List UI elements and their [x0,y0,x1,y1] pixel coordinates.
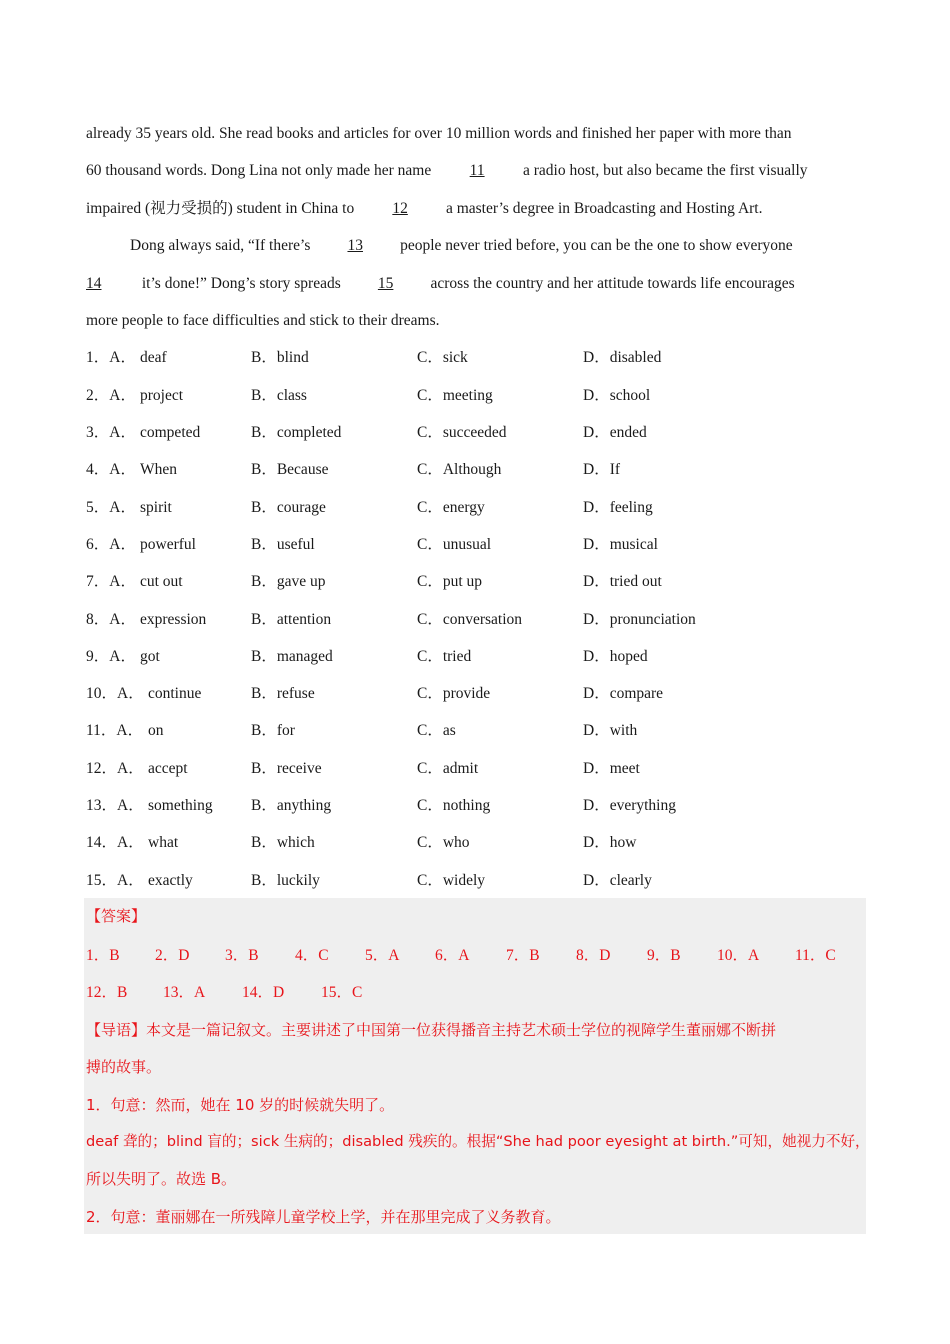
explanation-1-text [86,1132,876,1152]
option-a: cut out [140,573,183,590]
option-b: B．class [251,387,307,404]
blank-14: 14 [86,275,102,292]
option-d: D．musical [583,536,658,553]
option-d: D．meet [583,760,640,777]
question-row [86,833,866,853]
option-a: something [148,797,213,814]
option-a: project [140,387,184,404]
passage-line [86,236,920,256]
question-row [86,423,866,443]
answer-key-item: 5．A [365,947,400,964]
option-c: C．admit [417,760,479,777]
question-number: 6．A． [86,536,136,553]
option-c: C．energy [417,499,485,516]
passage-text: Dong always said, “If there’s [130,237,311,254]
question-row [86,498,866,518]
option-c: C．meeting [417,387,493,404]
question-number: 5．A． [86,499,136,516]
option-b: B．luckily [251,872,320,889]
question-number: 10．A． [86,685,144,702]
answer-key-item: 8．D [576,947,611,964]
answer-key-item: 6．A [435,947,470,964]
passage-text: a radio host, but also became the first visually [523,162,808,179]
guide-text [86,1020,876,1040]
option-a: got [140,648,160,665]
blank-11: 11 [469,162,485,179]
question-number: 9．A． [86,648,136,665]
option-c: C．tried [417,648,472,665]
blank-12: 12 [392,200,408,217]
question-row [86,796,866,816]
question-row [86,684,866,704]
explanation-1-text [86,1169,876,1189]
option-d: D．If [583,461,621,478]
blank-13: 13 [347,237,363,254]
answer-key-item: 13．A [163,984,206,1001]
option-c: C．put up [417,573,483,590]
explanation-title: 1．句意：然而，她在 10 岁的时候就失明了。 [86,1096,395,1114]
option-b: B．receive [251,760,322,777]
passage-text: 60 thousand words. Dong Lina not only made her name [86,162,432,179]
question-number: 3．A． [86,424,136,441]
option-c: C．Although [417,461,502,478]
option-a: on [148,722,164,739]
question-row [86,721,866,741]
option-d: D．ended [583,424,647,441]
option-d: D．feeling [583,499,653,516]
answer-key-row [86,983,876,1003]
option-a: exactly [148,872,193,889]
question-number: 1．A． [86,349,136,366]
passage-line [86,311,876,331]
answer-key-item: 12．B [86,984,128,1001]
answer-key-item: 11．C [795,947,836,964]
answer-key-item: 4．C [295,947,329,964]
option-a: When [140,461,178,478]
option-d: D．tried out [583,573,662,590]
option-c: C．unusual [417,536,492,553]
question-number: 7．A． [86,573,136,590]
blank-15: 15 [377,275,394,292]
option-d: D．how [583,834,637,851]
question-row [86,871,866,891]
option-b: B．courage [251,499,326,516]
answer-key-item: 9．B [647,947,681,964]
explanation-line: deaf 聋的；blind 盲的；sick 生病的；disabled 残疾的。根据“She had poor eyesight at birth.”可知，她视力不好， [86,1133,870,1150]
question-number: 4．A． [86,461,136,478]
option-b: B．managed [251,648,333,665]
guide-text-line: 搏的故事。 [86,1058,162,1076]
question-number: 11．A． [86,722,144,739]
passage-text: it’s done!” Dong’s story spreads [141,275,341,292]
option-c: C．succeeded [417,424,507,441]
option-d: D．disabled [583,349,662,366]
explanation-line: 所以失明了。故选 B。 [86,1170,237,1188]
option-c: C．who [417,834,470,851]
answer-key-item: 2．D [155,947,190,964]
option-b: B．attention [251,611,332,628]
guide-text [86,1057,876,1077]
answer-key-item: 14．D [242,984,285,1001]
option-d: D．everything [583,797,676,814]
passage-text: people never tried before, you can be the one to show everyone [400,237,793,254]
passage-line [86,124,876,144]
passage-line [86,274,876,294]
guide-text-line: 【导语】本文是一篇记叙文。主要讲述了中国第一位获得播音主持艺术硕士学位的视障学生董丽娜不断拼 [86,1021,777,1039]
option-a: deaf [140,349,167,366]
option-b: B．anything [251,797,332,814]
option-b: B．refuse [251,685,315,702]
answer-key-item: 1．B [86,947,120,964]
option-a: powerful [140,536,196,553]
question-number: 14．A． [86,834,144,851]
option-b: B．which [251,834,315,851]
answer-heading-text: 【答案】 [86,907,147,925]
explanation-title: 2．句意：董丽娜在一所残障儿童学校上学，并在那里完成了义务教育。 [86,1208,561,1226]
option-b: B．gave up [251,573,326,590]
question-row [86,610,866,630]
option-b: B．useful [251,536,315,553]
question-row [86,647,866,667]
option-c: C．widely [417,872,486,889]
option-a: expression [140,611,207,628]
answer-key-item: 3．B [225,947,259,964]
question-row [86,759,866,779]
explanation-1-title [86,1095,876,1115]
option-c: C．conversation [417,611,523,628]
option-d: D．school [583,387,651,404]
option-b: B．Because [251,461,329,478]
option-a: spirit [140,499,172,516]
option-b: B．for [251,722,295,739]
question-number: 13．A． [86,797,144,814]
option-a: continue [148,685,202,702]
answer-key-row [86,946,876,966]
option-d: D．compare [583,685,664,702]
answer-key-item: 7．B [506,947,540,964]
question-number: 12．A． [86,760,144,777]
option-c: C．sick [417,349,468,366]
option-d: D．pronunciation [583,611,696,628]
option-a: what [148,834,179,851]
option-d: D．clearly [583,872,652,889]
option-a: accept [148,760,188,777]
passage-text: across the country and her attitude towards life encourages [430,275,795,292]
passage-line [86,161,876,181]
option-a: competed [140,424,201,441]
answer-key-item: 15．C [321,984,363,1001]
passage-text: a master’s degree in Broadcasting and Hosting Art. [445,200,763,217]
question-number: 2．A． [86,387,136,404]
option-d: D．hoped [583,648,648,665]
option-d: D．with [583,722,638,739]
explanation-2-title [86,1207,876,1227]
option-c: C．nothing [417,797,491,814]
option-b: B．completed [251,424,342,441]
question-number: 15．A． [86,872,144,889]
question-row [86,572,866,592]
passage-text: already 35 years old. She read books and articles for over 10 million words and finished her paper with more than [86,125,792,142]
question-number: 8．A． [86,611,136,628]
passage-line [86,199,876,219]
option-b: B．blind [251,349,309,366]
option-c: C．provide [417,685,491,702]
answer-heading [86,906,876,926]
passage-text: impaired (视力受损的) student in China to [86,200,355,217]
question-row [86,386,866,406]
question-row [86,460,866,480]
option-c: C．as [417,722,456,739]
answer-key-item: 10．A [717,947,760,964]
question-row [86,348,866,368]
passage-text: more people to face difficulties and stick to their dreams. [86,312,440,329]
question-row [86,535,866,555]
